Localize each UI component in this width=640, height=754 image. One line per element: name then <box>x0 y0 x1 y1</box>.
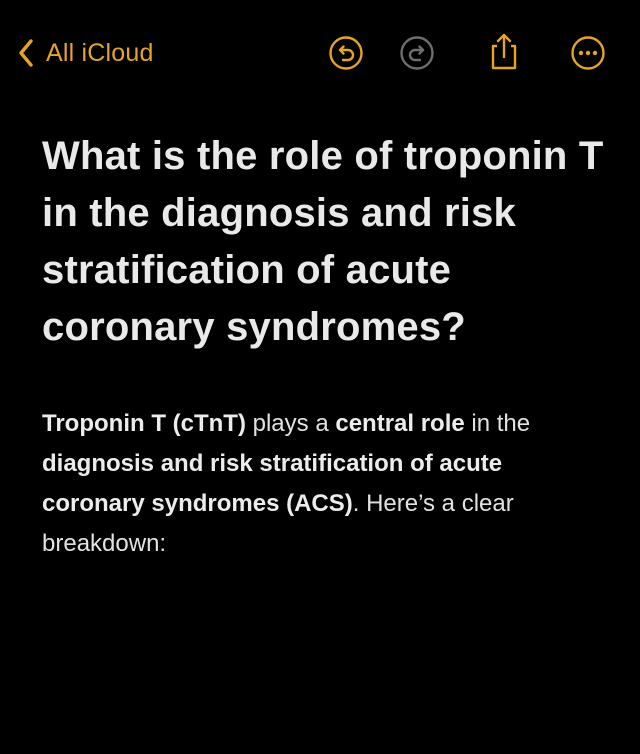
navigation-toolbar <box>0 0 640 106</box>
back-button[interactable] <box>18 36 154 70</box>
undo-button[interactable] <box>328 35 364 71</box>
note-title[interactable]: What is the role of troponin T in the diagnosis and risk stratification of acute coronary syndromes? <box>42 134 604 349</box>
term-diagnosis: diagnosis and risk stratification of acute coronary syndromes (ACS) <box>42 450 503 517</box>
share-button[interactable] <box>486 33 522 69</box>
term-central-role: central role <box>335 410 465 437</box>
back-label: All iCloud <box>46 38 154 67</box>
note-body[interactable] <box>42 404 602 564</box>
undo-icon <box>328 35 364 71</box>
term-troponin: Troponin T (cTnT) <box>42 410 246 437</box>
body-text-2: in the <box>464 410 531 437</box>
redo-icon <box>399 35 435 71</box>
chevron-left-icon <box>18 38 34 68</box>
share-icon <box>486 31 522 71</box>
redo-button[interactable] <box>399 35 435 71</box>
more-button[interactable] <box>570 35 606 71</box>
body-text-3: . Here’s a clear breakdown: <box>42 490 514 557</box>
body-text-1: plays a <box>245 410 336 437</box>
more-icon <box>570 35 606 71</box>
